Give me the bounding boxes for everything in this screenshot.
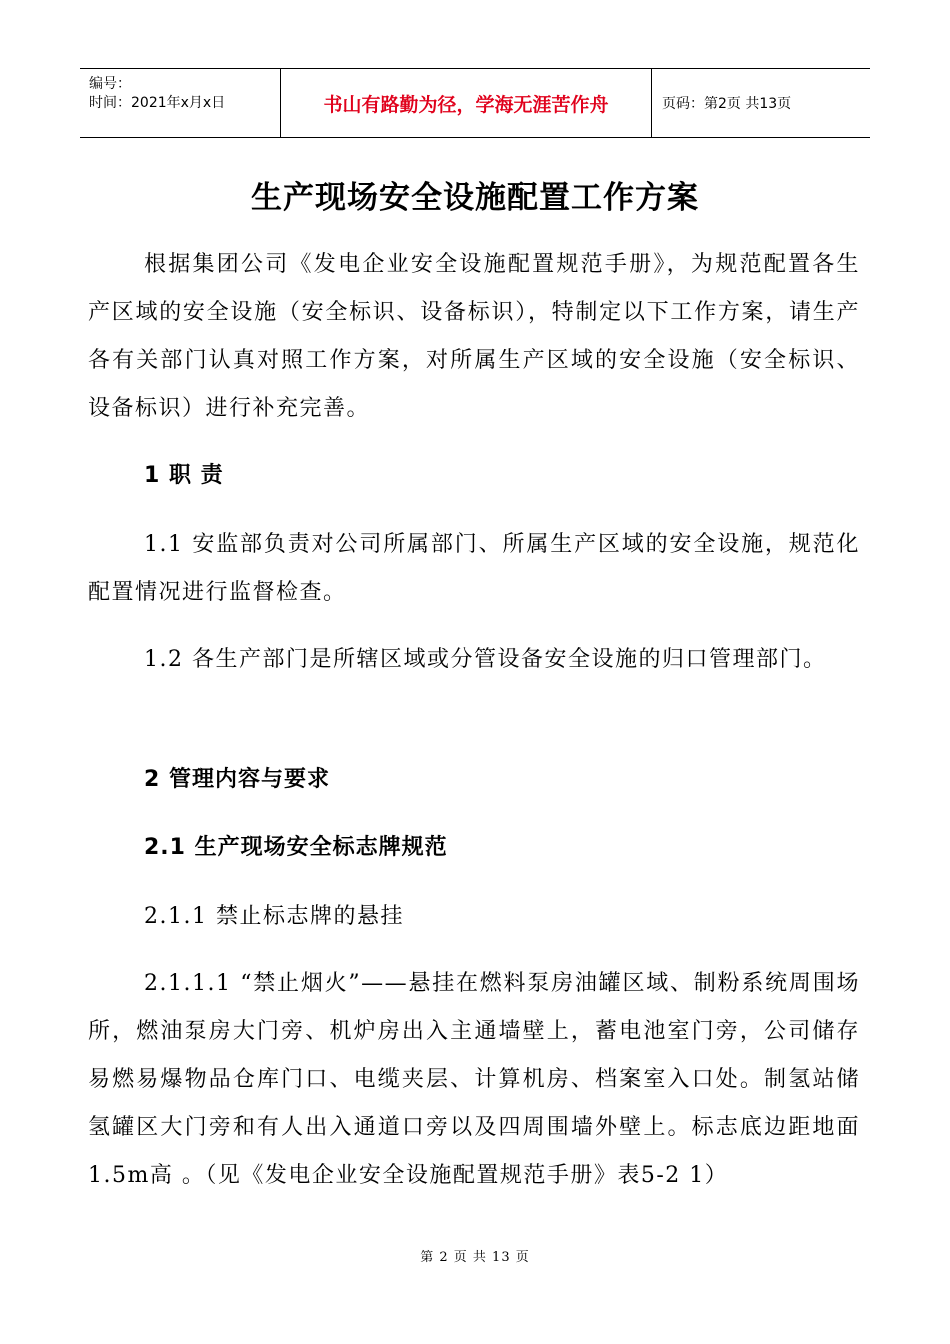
header-page-info: 页码：第2页 共13页: [662, 96, 792, 112]
header-motto: 书山有路勤为径，学海无涯苦作舟: [281, 69, 652, 137]
number-label: 编号：: [89, 76, 131, 92]
header-table: [80, 68, 870, 138]
paragraph-1-1: 1.1 安监部负责对公司所属部门、所属生产区域的安全设施，规范化配置情况进行监督检查。: [88, 532, 860, 605]
section-2-heading: 2 管理内容与要求: [144, 767, 330, 792]
document-title: 生产现场安全设施配置工作方案: [251, 180, 699, 216]
section-2-1-1-heading: 2.1.1 禁止标志牌的悬挂: [144, 904, 404, 929]
paragraph-2-1-1-1: 2.1.1.1 “禁止烟火”——悬挂在燃料泵房油罐区域、制粉系统周围场所，燃油泵房大门旁、机炉房出入主通墙壁上，蓄电池室门旁，公司储存易燃易爆物品仓库门口、电缆夹层、计算机房、档案室入口处。制氢站储氢罐区大门旁和有人出入通道口旁以及四周围墙外壁上。标志底边距地面1.5m高 。（见《发电企业安全设施配置规范手册》表5-2 1）: [88, 971, 860, 1188]
section-1-heading: 1 职 责: [144, 463, 224, 488]
time-label: 时间：2021年x月x日: [89, 95, 226, 111]
header-meta-cell: [80, 69, 281, 137]
paragraph-1-2: 1.2 各生产部门是所辖区域或分管设备安全设施的归口管理部门。: [144, 647, 827, 672]
page-footer: 第 2 页 共 13 页: [420, 1250, 530, 1265]
intro-paragraph: 根据集团公司《发电企业安全设施配置规范手册》，为规范配置各生产区域的安全设施（安全标识、设备标识），特制定以下工作方案，请生产各有关部门认真对照工作方案，对所属生产区域的安全设施（安全标识、设备标识）进行补充完善。: [88, 252, 860, 421]
section-2-1-heading: 2.1 生产现场安全标志牌规范: [144, 835, 448, 860]
